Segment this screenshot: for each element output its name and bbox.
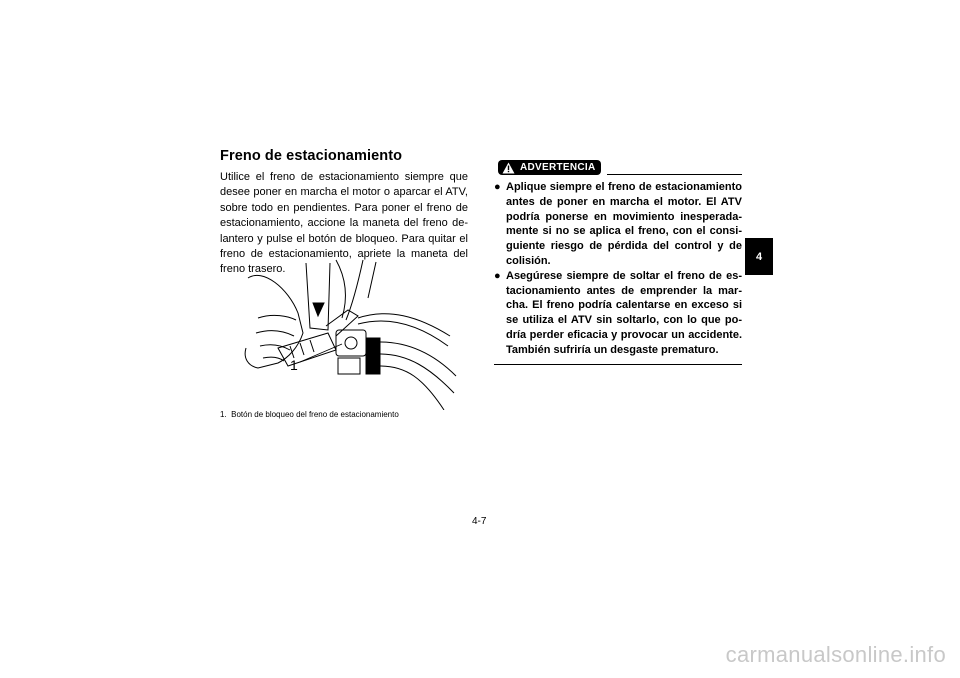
- warning-item-text: Aplique siempre el freno de estacionamiento antes de poner en marcha el motor. El ATV podría ponerse en movimiento inesperada- mente si no se aplica el freno, con el consi- guiente riesgo de pérdida del control y de colisión.: [506, 181, 742, 267]
- warning-list: [494, 180, 742, 358]
- warning-item: [494, 180, 742, 269]
- figure-callout-number: 1: [290, 357, 298, 373]
- page-number: 4-7: [472, 516, 487, 527]
- chapter-tab: 4: [745, 238, 773, 275]
- section-title: Freno de estacionamiento: [220, 148, 403, 164]
- warning-bottom-rule: [494, 364, 742, 366]
- warning-triangle-icon: [502, 162, 515, 174]
- warning-box: [494, 160, 742, 365]
- watermark: carmanualsonline.info: [725, 642, 946, 667]
- warning-header-rule: [607, 174, 742, 175]
- warning-item-text: Asegúrese siempre de soltar el freno de es- tacionamiento antes de emprender la mar- cha. El freno podría calentarse en exceso si se utiliza el ATV sin soltarlo, con lo que po- dría perder eficacia y provocar un accidente. También sufriría un desgaste prematuro.: [506, 269, 742, 356]
- figure-caption: 1. Botón de bloqueo del freno de estacionamiento: [220, 410, 399, 419]
- bullet-icon: ●: [494, 181, 501, 193]
- warning-badge: [498, 160, 601, 175]
- parking-brake-illustration: [218, 258, 458, 410]
- section-body: Utilice el freno de estacionamiento siempre que desee poner en marcha el motor o aparcar el ATV, sobre todo en pendientes. Para poner el freno de estacionamiento, accione la maneta del freno de- lantero y pulse el botón de bloqueo. Para quitar el freno de estacionamiento, apriete la maneta del freno trasero.: [220, 171, 468, 276]
- warning-header: [494, 160, 742, 176]
- warning-item: [494, 269, 742, 358]
- warning-label: ADVERTENCIA: [520, 162, 596, 173]
- bullet-icon: ●: [494, 269, 501, 282]
